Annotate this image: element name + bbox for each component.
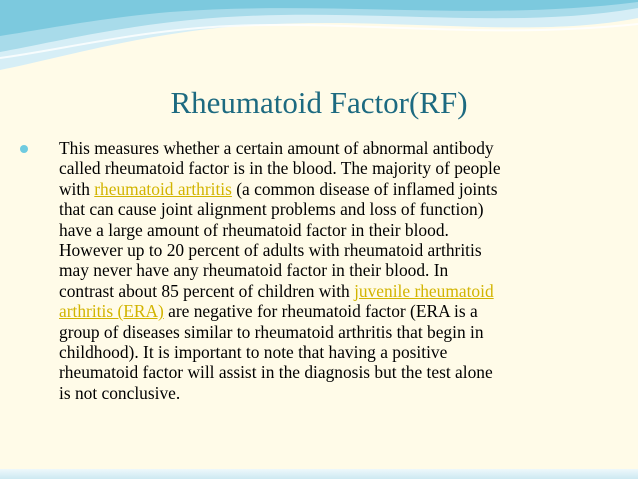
body-text bbox=[37, 138, 617, 403]
body-line: called rheumatoid factor is in the blood. The majority of people bbox=[59, 158, 501, 179]
body-line: have a large amount of rheumatoid factor in their blood. bbox=[59, 219, 449, 240]
body-text-segment: are negative for rheumatoid factor (ERA is a bbox=[163, 301, 478, 322]
link-juvenile-rheumatoid-arthritis-cont[interactable]: arthritis (ERA) bbox=[59, 301, 164, 322]
header-wave-decoration bbox=[0, 0, 638, 80]
body-line: childhood). It is important to note that having a positive bbox=[59, 342, 448, 363]
body-line: rheumatoid factor will assist in the diagnosis but the test alone bbox=[59, 362, 493, 383]
body-line: may never have any rheumatoid factor in their blood. In bbox=[59, 260, 449, 281]
slide-title: Rheumatoid Factor(RF) bbox=[170, 85, 468, 120]
body-line: This measures whether a certain amount of abnormal antibody bbox=[59, 138, 494, 158]
body-text-segment: contrast about 85 percent of children with bbox=[59, 280, 355, 301]
link-rheumatoid-arthritis[interactable]: rheumatoid arthritis bbox=[94, 178, 232, 199]
body-text-segment: with bbox=[59, 178, 95, 199]
footer-band bbox=[0, 469, 638, 479]
body-line: However up to 20 percent of adults with rheumatoid arthritis bbox=[59, 240, 482, 261]
body-text-segment: (a common disease of inflamed joints bbox=[231, 178, 498, 199]
body-line: group of diseases similar to rheumatoid arthritis that begin in bbox=[59, 321, 484, 342]
body-line bbox=[59, 179, 617, 199]
body-line: that can cause joint alignment problems and loss of function) bbox=[59, 199, 484, 220]
link-juvenile-rheumatoid-arthritis[interactable]: juvenile rheumatoid bbox=[354, 280, 494, 301]
body-line bbox=[59, 281, 617, 301]
body-line: is not conclusive. bbox=[59, 382, 181, 403]
bullet-icon bbox=[20, 145, 28, 153]
body-line bbox=[59, 301, 617, 321]
